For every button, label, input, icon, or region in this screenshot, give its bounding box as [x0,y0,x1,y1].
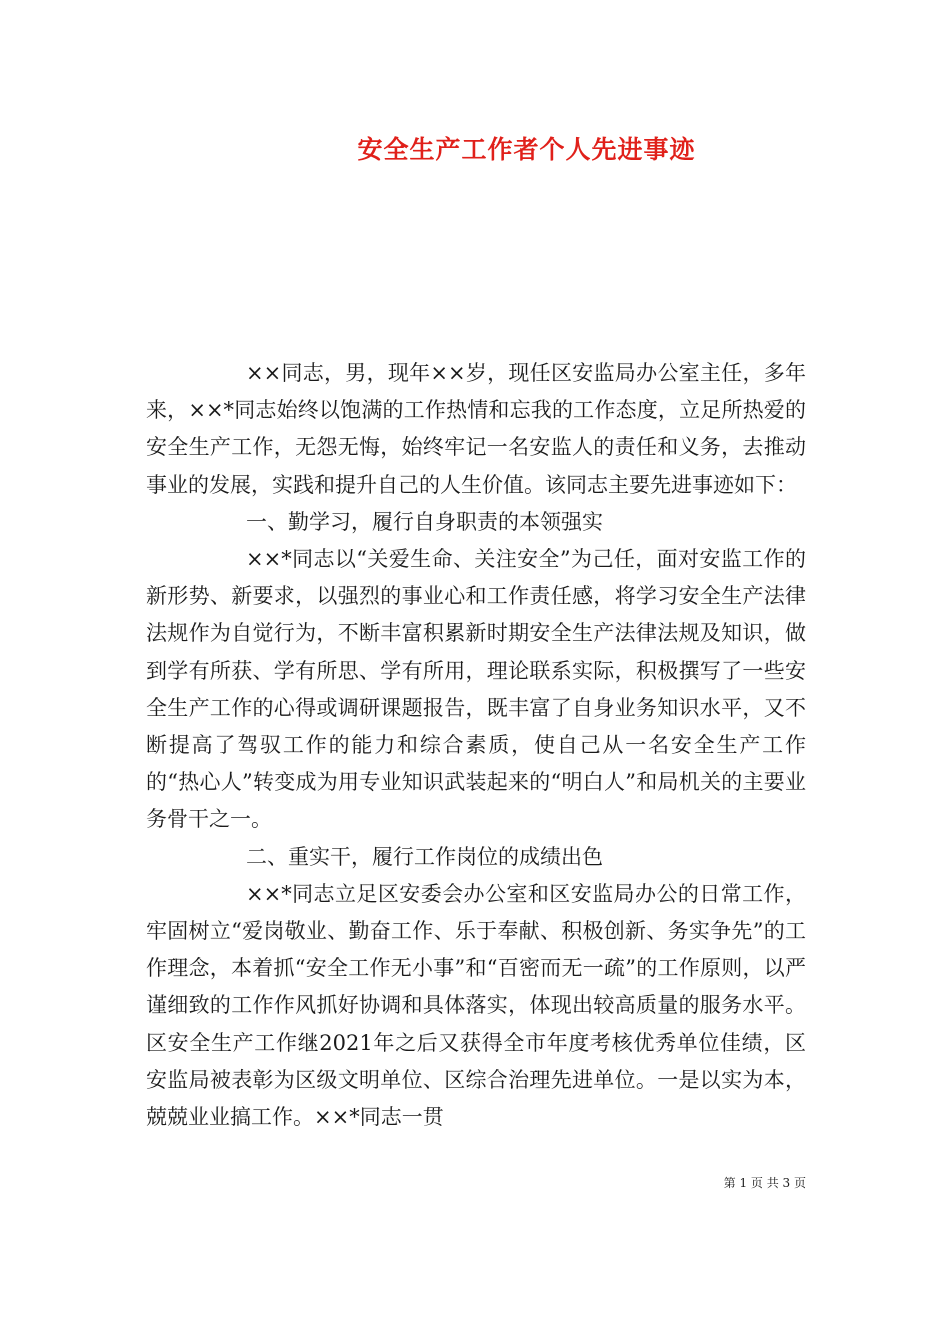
section-heading-1: 一、勤学习，履行自身职责的本领强实 [246,509,603,534]
section-1-paragraph: ××*同志以“关爱生命、关注安全”为己任，面对安监工作的新形势、新要求，以强烈的事业心和工作责任感，将学习安全生产法律法规作为自觉行为，不断丰富积累新时期安全生产法律法规及知识，做到学有所获、学有所思、学有所用，理论联系实际，积极撰写了一些安全生产工作的心得或调研课题报告，既丰富了自身业务知识水平，又不断提高了驾驭工作的能力和综合素质，使自己从一名安全生产工作的“热心人”转变成为用专业知识武装起来的“明白人”和局机关的主要业务骨干之一。 [146,547,806,832]
section-heading-2: 二、重实干，履行工作岗位的成绩出色 [246,844,603,869]
document-title: 安全生产工作者个人先进事迹 [357,135,696,164]
intro-paragraph: ××同志，男，现年××岁，现任区安监局办公室主任，多年来，××*同志始终以饱满的工作热情和忘我的工作态度，立足所热爱的安全生产工作，无怨无悔，始终牢记一名安监人的责任和义务，去推动事业的发展，实践和提升自己的人生价值。该同志主要先进事迹如下： [146,361,806,497]
document-body [146,355,806,1136]
page-number: 第 1 页 共 3 页 [723,1176,806,1190]
section-2-paragraph: ××*同志立足区安委会办公室和区安监局办公的日常工作，牢固树立“爱岗敬业、勤奋工作、乐于奉献、积极创新、务实争先”的工作理念，本着抓“安全工作无小事”和“百密而无一疏”的工作原则，以严谨细致的工作作风抓好协调和具体落实，体现出较高质量的服务水平。区安全生产工作继2021年之后又获得全市年度考核优秀单位佳绩，区安监局被表彰为区级文明单位、区综合治理先进单位。一是以实为本，兢兢业业搞工作。××*同志一贯 [146,881,806,1130]
